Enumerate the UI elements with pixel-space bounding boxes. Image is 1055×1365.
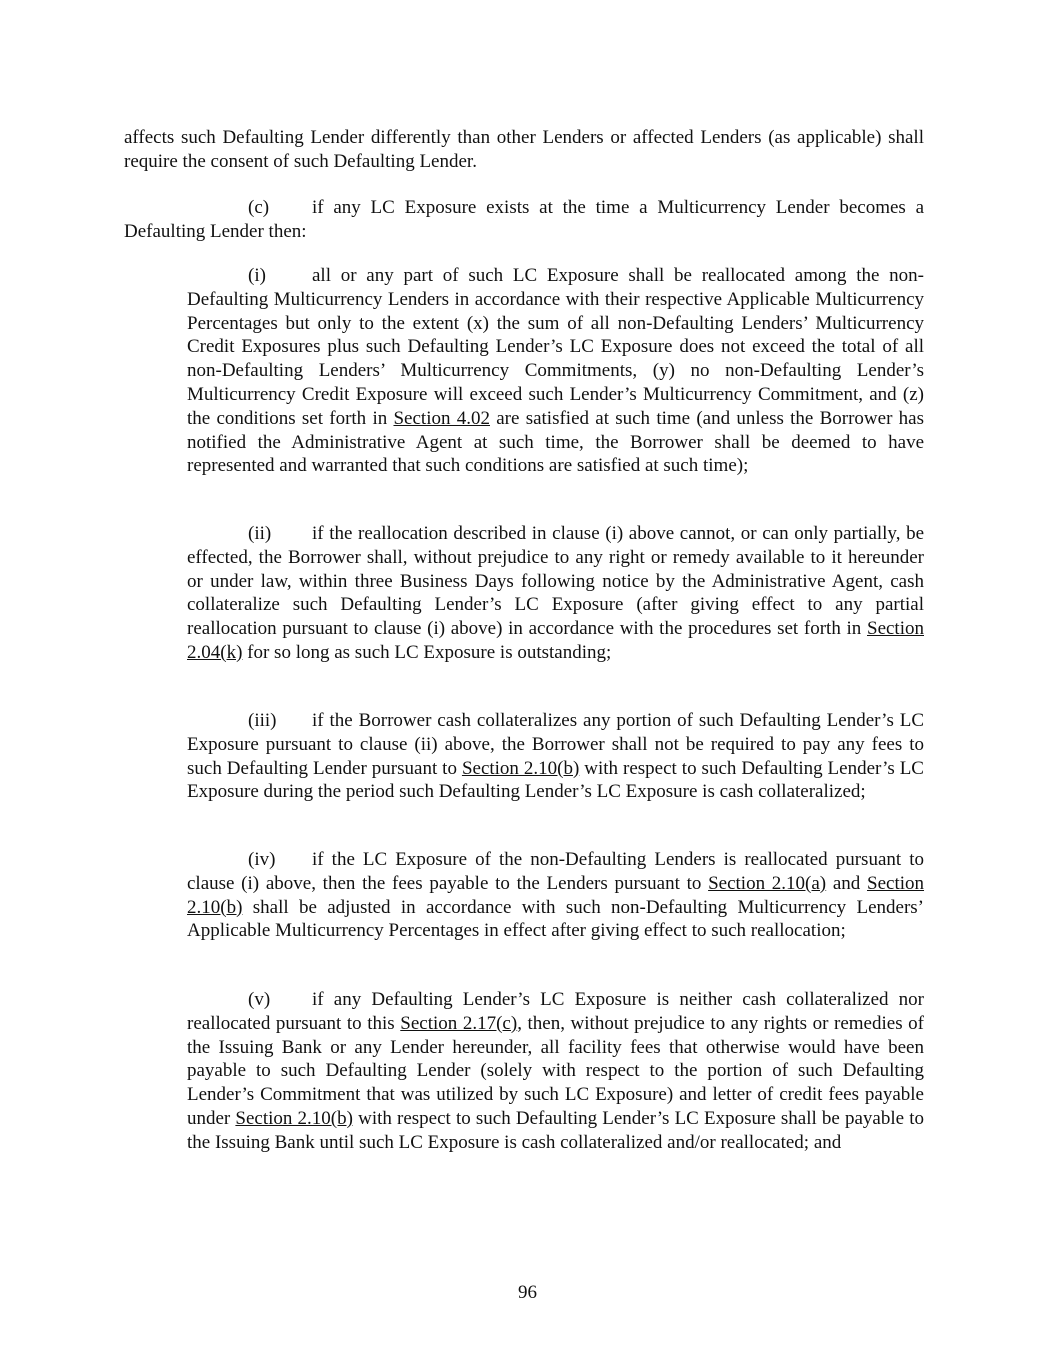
page-number: 96 <box>518 1282 537 1303</box>
section-2-10b-reference: Section 2.10(b) <box>235 1107 353 1129</box>
intro-paragraph <box>124 126 924 174</box>
intro-text: affects such Defaulting Lender differently than other Lenders or affected Lenders (as applicable) shall require the consent of such Defaulting Lender. <box>124 127 924 172</box>
clause-i <box>187 264 924 478</box>
clause-v-text-1: if any Defaulting Lender’s LC Exposure is neither cash collateralized nor reallocated pursuant to this <box>187 989 924 1034</box>
clause-v <box>187 988 924 1155</box>
clause-iv-text-2: and <box>826 872 868 894</box>
paragraph-c-label: (c) <box>248 197 270 218</box>
clause-v-text-2: , then, without prejudice to any rights or remedies of the Issuing Bank or any Lender hereunder, all facility fees that otherwise would have been payable to such Defaulting Lender (solely with respect to the portion of such Defaulting Lender’s Commitment that was utilized by such LC Exposure) and letter of credit fees payable under <box>187 1012 924 1129</box>
clause-iv <box>187 848 924 943</box>
clause-ii-text-1: if the reallocation described in clause (i) above cannot, or can only partially, be effected, the Borrower shall, without prejudice to any right or remedy available to it hereunder or under law, within three Business Days following notice by the Administrative Agent, cash collateralize such Defaulting Lender’s LC Exposure (after giving effect to any partial reallocation pursuant to clause (i) above) in accordance with the procedures set forth in <box>187 523 924 640</box>
clause-iv-text-3: shall be adjusted in accordance with such non-Defaulting Multicurrency Lenders’ Applicable Multicurrency Percentages in effect after giving effect to such reallocation; <box>187 896 924 942</box>
clause-ii <box>187 522 924 665</box>
section-2-10b-reference: Section 2.10(b) <box>187 872 925 918</box>
section-4-02-reference: Section 4.02 <box>393 407 490 429</box>
clause-ii-label: (ii) <box>248 523 272 544</box>
section-2-10b-reference: Section 2.10(b) <box>461 757 580 779</box>
paragraph-c-text: if any LC Exposure exists at the time a Multicurrency Lender becomes a Defaulting Lender then: <box>124 197 924 242</box>
clause-i-label: (i) <box>248 265 266 286</box>
clause-i-text-2: are satisfied at such time (and unless the Borrower has notified the Administrative Agent at such time, the Borrower shall be deemed to have represented and warranted that such conditions are satisfied at such time); <box>187 407 924 477</box>
clause-iii-text-2: with respect to such Defaulting Lender’s LC Exposure during the period such Defaulting Lender’s LC Exposure is cash collateralized; <box>187 757 924 803</box>
paragraph-c <box>124 196 924 244</box>
clause-v-text-3: with respect to such Defaulting Lender’s LC Exposure shall be payable to the Issuing Bank until such LC Exposure is cash collateralized and/or reallocated; and <box>187 1107 924 1153</box>
clause-iv-text-1: if the LC Exposure of the non-Defaulting Lenders is reallocated pursuant to clause (i) above, then the fees payable to the Lenders pursuant to <box>187 849 924 894</box>
clause-iii-label: (iii) <box>248 710 277 731</box>
clause-v-label: (v) <box>248 989 271 1010</box>
section-2-04k-reference: Section 2.04(k) <box>187 618 924 663</box>
clause-iii <box>187 709 924 804</box>
section-2-10a-reference: Section 2.10(a) <box>708 872 827 894</box>
section-2-17c-reference: Section 2.17(c) <box>400 1012 518 1034</box>
clause-iii-text-1: if the Borrower cash collateralizes any portion of such Defaulting Lender’s LC Exposure pursuant to clause (ii) above, the Borrower shall not be required to pay any fees to such Defaulting Lender pursuant to <box>187 710 924 779</box>
clause-iv-label: (iv) <box>248 849 276 870</box>
clause-ii-text-2: for so long as such LC Exposure is outstanding; <box>242 641 612 663</box>
clause-i-text-1: all or any part of such LC Exposure shall be reallocated among the non-Defaulting Multicurrency Lenders in accordance with their respective Applicable Multicurrency Percentages but only to the extent (x) the sum of all non-Defaulting Lenders’ Multicurrency Credit Exposures plus such Defaulting Lender’s LC Exposure does not exceed the total of all non-Defaulting Lenders’ Multicurrency Commitments, (y) no non-Defaulting Lender’s Multicurrency Credit Exposure will exceed such Lender’s Multicurrency Commitment, and (z) the conditions set forth in <box>187 265 924 429</box>
